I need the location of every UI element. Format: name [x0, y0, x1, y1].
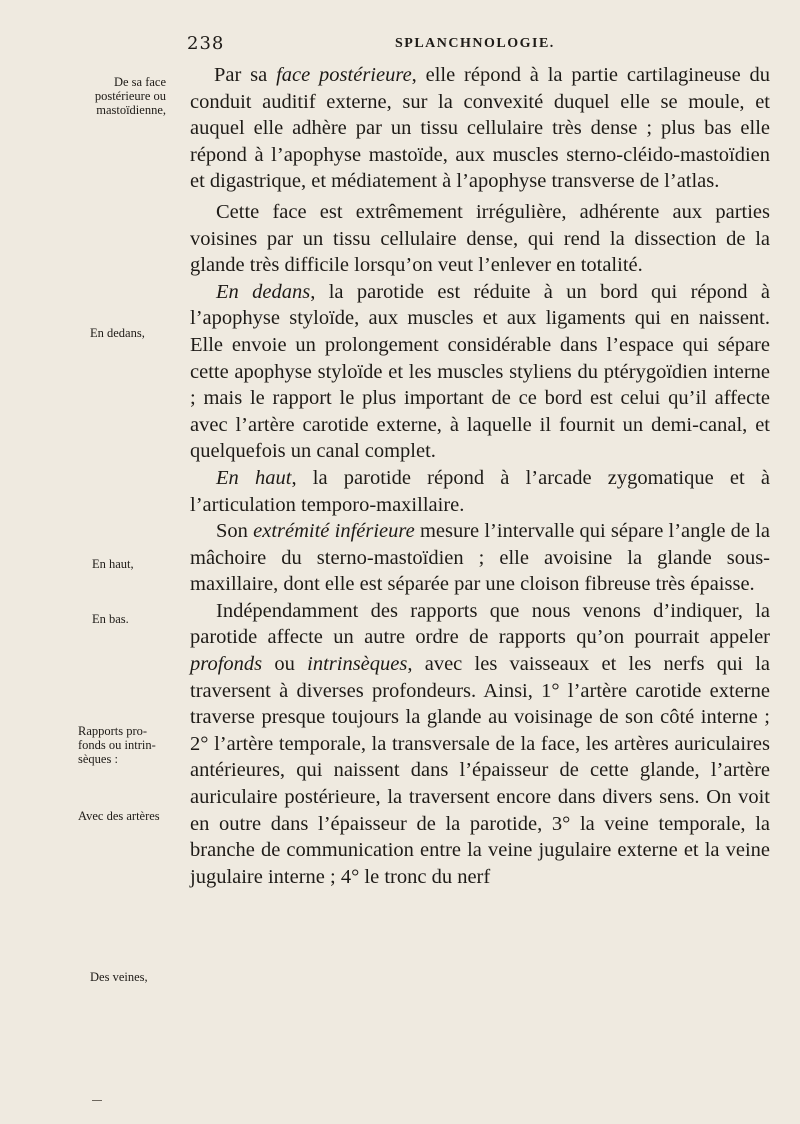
italic-term: En dedans — [216, 280, 311, 303]
paragraph-text: , avec les vaisseaux et les nerfs qui la traversent à diverses profondeurs. Ainsi, 1° l’artère carotide externe traverse presque toujours la glande au voisinage de son côté interne ; 2° l’artère temporale, la transversale de la face, les artères auriculaires antérieures, qui naissent dans l’épaisseur de cette glande, l’artère auriculaire postérieure, la traversent encore dans divers sens. On voit en outre dans l’épaisseur de la parotide, 3° la veine temporale, la branche de communication entre la veine jugulaire externe et la veine jugulaire interne ; 4° le tronc du nerf — [190, 653, 771, 888]
margin-note-rapports-profonds — [78, 724, 184, 766]
margin-note-des-veines — [90, 970, 148, 984]
margin-notes — [0, 0, 190, 1124]
paragraph-text: mesure l’intervalle qui sépare l’angle de la mâchoire du sterno-mastoïdien ; elle avoisine la glande sous-maxillaire, dont elle est séparée par une cloison fibreuse très épaisse. — [190, 520, 771, 596]
margin-note-line: sèques : — [78, 752, 118, 766]
margin-note-avec-arteres — [78, 809, 160, 823]
margin-note-line: En haut, — [92, 557, 134, 571]
paragraph-lead: Indépendamment des rapports que nous venons d’indiquer, la parotide affecte un autre ordre de rapports qu’on pourrait appeler — [190, 599, 770, 649]
paragraph-en-haut — [190, 465, 770, 518]
paragraph-text: ou — [262, 653, 308, 676]
margin-note-line: En dedans, — [90, 326, 145, 340]
italic-term: profonds — [190, 653, 263, 676]
paragraph-lead: Par sa — [214, 64, 277, 86]
margin-note-line: Des veines, — [90, 970, 148, 984]
margin-note-line: fonds ou intrin- — [78, 738, 156, 752]
margin-note-line: Avec des artères — [78, 809, 160, 823]
running-title: SPLANCHNOLOGIE. — [395, 36, 555, 51]
margin-note-line: Rapports pro- — [78, 724, 148, 738]
scan-mark — [92, 1100, 102, 1101]
page-number: 238 — [187, 33, 225, 54]
italic-term: face postérieure — [276, 64, 412, 86]
paragraph-irreguliere — [190, 199, 770, 279]
paragraph-text: , la parotide répond à l’arcade zygomatique et à l’articulation temporo-maxillaire. — [190, 466, 770, 516]
margin-note-en-haut — [92, 557, 134, 571]
margin-note-line: postérieure ou — [94, 89, 166, 103]
margin-note-line: En bas. — [92, 612, 129, 626]
italic-term: intrinsèques — [307, 653, 408, 676]
body-text — [190, 62, 770, 890]
margin-note-line: De sa face — [113, 75, 166, 89]
italic-term: extrémité inférieure — [253, 520, 415, 543]
margin-note-en-bas — [92, 612, 129, 626]
italic-term: En haut — [216, 466, 292, 489]
paragraph-en-bas — [190, 518, 770, 598]
margin-note-face-posterieure — [78, 75, 166, 117]
paragraph-text: , elle répond à la partie cartilagineuse du conduit auditif externe, sur la convexité duquel elle se moule, et auquel elle adhère par un tissu cellulaire très dense ; plus bas elle répond à l’apophyse mastoïde, aux muscles sterno-cléido-mastoïdien et digastrique, et médiatement à l’apophyse transverse de l’atlas. — [190, 64, 771, 193]
paragraph-en-dedans — [190, 279, 770, 465]
paragraph-rapports-profonds — [190, 598, 770, 891]
paragraph-lead: Son — [216, 520, 254, 543]
paragraph-text: , la parotide est réduite à un bord qui répond à l’apophyse styloïde, aux muscles et aux ligaments qui en naissent. Elle envoie un prolongement considérable dans l’espace qui sépare cette apophyse styloïde et les muscles styliens du ptérygoïdien interne ; mais le rapport le plus important de ce bord est celui qu’il affecte avec l’artère carotide externe, à laquelle il fournit un demi-canal, et quelquefois un canal complet. — [190, 280, 770, 463]
paragraph-face-posterieure — [190, 62, 770, 195]
paragraph-text: Cette face est extrêmement irrégulière, adhérente aux parties voisines par un tissu cellulaire dense, qui rend la dissection de la glande très difficile lorsqu’on veut l’enlever en totalité. — [190, 200, 770, 277]
margin-note-line: mastoïdienne, — [96, 103, 166, 117]
margin-note-en-dedans — [90, 326, 145, 340]
